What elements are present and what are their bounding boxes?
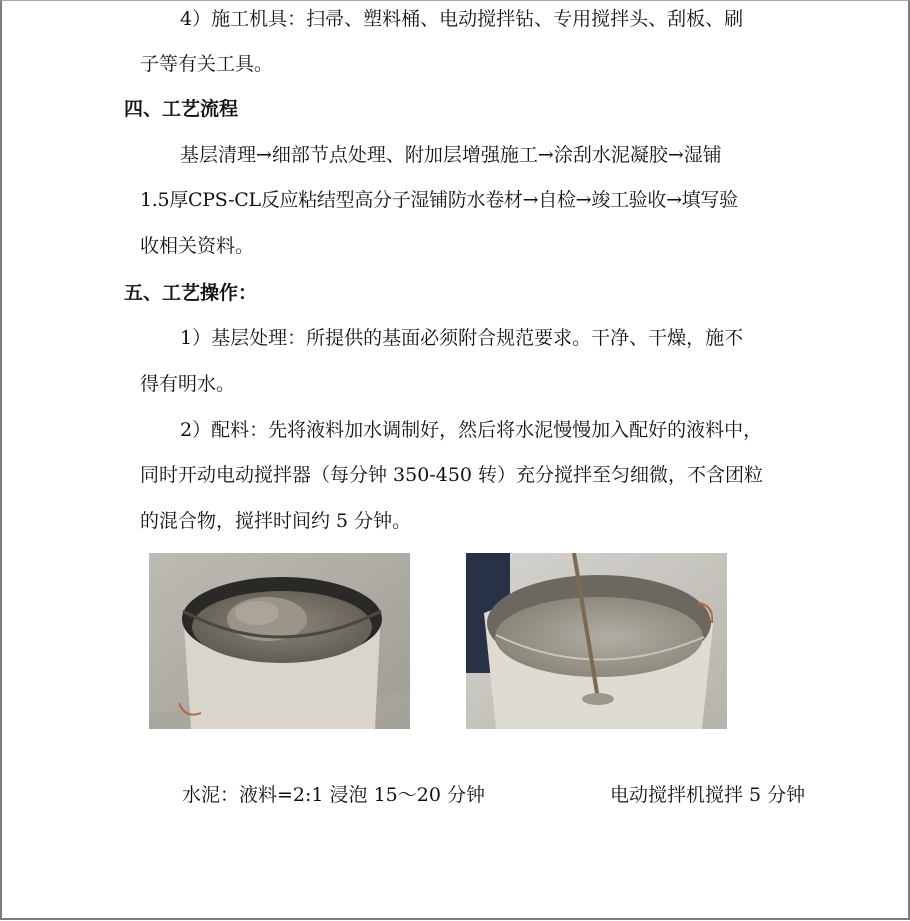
step-2-line-1: 2）配料：先将液料加水调制好，然后将水泥慢慢加入配好的液料中，: [180, 419, 763, 441]
section-5-heading: 五、工艺操作：: [124, 282, 258, 304]
right-photo-caption: 电动搅拌机搅拌 5 分钟: [610, 784, 806, 806]
step-1-line-2: 得有明水。: [140, 373, 236, 395]
tools-line-2: 子等有关工具。: [140, 53, 274, 75]
process-line-3: 收相关资料。: [140, 235, 255, 257]
mixing-photo: [466, 553, 727, 729]
process-line-1: 基层清理→细部节点处理、附加层增强施工→涂刮水泥凝胶→湿铺: [180, 144, 722, 166]
section-4-heading: 四、工艺流程: [124, 98, 239, 120]
tools-line-1: 4）施工机具：扫帚、塑料桶、电动搅拌钻、专用搅拌头、刮板、刷: [180, 8, 744, 30]
left-photo-caption: 水泥：液料=2:1 浸泡 15～20 分钟: [182, 784, 485, 806]
step-2-line-3: 的混合物，搅拌时间约 5 分钟。: [140, 510, 412, 532]
soaking-cement-photo: [149, 553, 410, 729]
step-2-line-2: 同时开动电动搅拌器（每分钟 350-450 转）充分搅拌至匀细微，不含团粒: [140, 464, 764, 486]
process-line-2: 1.5厚CPS-CL反应粘结型高分子湿铺防水卷材→自检→竣工验收→填写验: [140, 189, 738, 211]
step-1-line-1: 1）基层处理：所提供的基面必须附合规范要求。干净、干燥，施不: [180, 327, 744, 349]
